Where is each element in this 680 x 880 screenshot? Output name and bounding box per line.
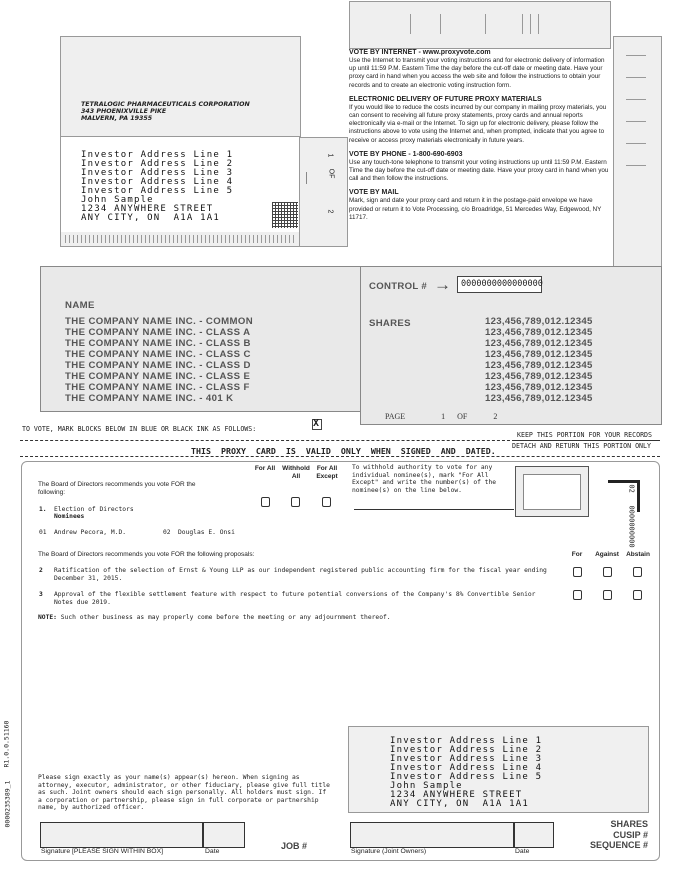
company-block bbox=[40, 266, 362, 412]
proposal2-against-checkbox[interactable] bbox=[603, 567, 612, 577]
sender-address bbox=[81, 101, 250, 122]
proposal3-for-checkbox[interactable] bbox=[573, 590, 582, 600]
item1-num: 1. bbox=[39, 506, 47, 513]
sequence-label: SEQUENCE # bbox=[589, 840, 648, 850]
edge-mark bbox=[626, 121, 646, 122]
phone-title: VOTE BY PHONE - 1-800-690-6903 bbox=[349, 150, 463, 158]
keep-portion-text: KEEP THIS PORTION FOR YOUR RECORDS bbox=[517, 431, 652, 439]
company-name: THE COMPANY NAME INC. - 401 K bbox=[65, 393, 234, 404]
proposal2-abstain-checkbox[interactable] bbox=[633, 567, 642, 577]
date-label: Date bbox=[205, 848, 220, 855]
control-number: 0000000000000000 bbox=[461, 279, 543, 289]
shares-label: SHARES bbox=[369, 318, 411, 329]
joint-signature-box[interactable] bbox=[350, 822, 514, 848]
share-amount: 123,456,789,012.12345 bbox=[485, 349, 593, 360]
mail-text: Mark, sign and date your proxy card and return it in the postage-paid envelope we have provided or return it to Vote Processing, c/o Broadridge, 51 Mercedes Way, Edgewood, NY 11717. bbox=[349, 197, 602, 221]
left-code-upper: R1.0.0.51160 bbox=[2, 720, 11, 768]
proposal2-num: 2 bbox=[39, 567, 43, 574]
bar-mark bbox=[530, 14, 531, 34]
investor-street: 1234 ANYWHERE STREET bbox=[81, 204, 214, 214]
address-line: Investor Address Line 5 bbox=[390, 772, 543, 782]
joint-date-box[interactable] bbox=[514, 822, 554, 848]
signature-box[interactable] bbox=[40, 822, 203, 848]
proposal3-text: Approval of the flexible settlement feature with respect to future potential conversions of the Company's 8% Convertible Senior Notes due 2019. bbox=[54, 591, 536, 606]
detach-line bbox=[20, 440, 515, 441]
nominee2-name: Douglas E. Onsi bbox=[178, 529, 235, 536]
item1-sub: Nominees bbox=[54, 513, 85, 520]
item1-title: Election of Directors bbox=[54, 506, 134, 513]
grid-barcode bbox=[272, 202, 298, 228]
withhold-all-checkbox[interactable] bbox=[291, 497, 300, 507]
page-of: OF bbox=[457, 412, 468, 421]
withhold-nominee-line[interactable] bbox=[354, 509, 514, 510]
header-for-all-except: For All Except bbox=[316, 465, 338, 480]
page-total: 2 bbox=[493, 412, 498, 421]
directors-recommendation-text: The Board of Directors recommends you vote FOR the following: bbox=[38, 481, 196, 496]
address-line: Investor Address Line 3 bbox=[390, 754, 543, 764]
name-label: NAME bbox=[65, 300, 95, 311]
company-name: THE COMPANY NAME INC. - CLASS B bbox=[65, 338, 251, 349]
address-line: Investor Address Line 1 bbox=[81, 150, 234, 160]
header-for: For bbox=[571, 551, 583, 558]
page-num: 1 bbox=[441, 412, 446, 421]
proposal2-text: Ratification of the selection of Ernst & Young LLP as our independent registered public accounting firm for the fiscal year ending December 31, 2015. bbox=[54, 567, 547, 582]
edge-mark bbox=[626, 143, 646, 144]
address-line: Investor Address Line 4 bbox=[81, 177, 234, 187]
proposals-recommendation: The Board of Directors recommends you vote FOR the following proposals: bbox=[38, 551, 255, 558]
shares-list bbox=[485, 316, 593, 404]
bar-mark bbox=[522, 14, 523, 34]
control-label: CONTROL # bbox=[369, 281, 427, 292]
address-line: Investor Address Line 1 bbox=[390, 736, 543, 746]
edge-mark bbox=[626, 55, 646, 56]
page-mark-bar bbox=[306, 172, 307, 184]
header-withhold-all: Withhold All bbox=[282, 465, 310, 480]
detach-text: DETACH AND RETURN THIS PORTION ONLY bbox=[512, 442, 651, 450]
note-text: Such other business as may properly come before the meeting or any adjournment thereof. bbox=[60, 614, 391, 621]
directors-recommendation bbox=[38, 481, 218, 497]
company-name: THE COMPANY NAME INC. - CLASS C bbox=[65, 349, 251, 360]
sender-city: MALVERN, PA 19355 bbox=[81, 115, 153, 122]
page-mark-one: 1 bbox=[326, 153, 334, 158]
address-line: Investor Address Line 2 bbox=[390, 745, 543, 755]
share-amount: 123,456,789,012.12345 bbox=[485, 338, 593, 349]
proposal3-against-checkbox[interactable] bbox=[603, 590, 612, 600]
company-name: THE COMPANY NAME INC. - CLASS A bbox=[65, 327, 251, 338]
for-all-except-checkbox[interactable] bbox=[322, 497, 331, 507]
corner-mark-top bbox=[608, 480, 640, 483]
share-amount: 123,456,789,012.12345 bbox=[485, 393, 593, 404]
cusip-label: CUSIP # bbox=[613, 829, 648, 840]
corner-mark-side bbox=[637, 480, 640, 512]
page-indicator bbox=[385, 412, 497, 421]
address-line: Investor Address Line 5 bbox=[81, 186, 234, 196]
nominee1-name: Andrew Pecora, M.D. bbox=[54, 529, 127, 536]
edge-mark bbox=[626, 99, 646, 100]
for-all-checkbox[interactable] bbox=[261, 497, 270, 507]
share-amount: 123,456,789,012.12345 bbox=[485, 360, 593, 371]
share-amount: 123,456,789,012.12345 bbox=[485, 371, 593, 382]
phone-text: Use any touch-tone telephone to transmit your voting instructions up until 11:59 P.M. Eastern Time the day before the cut-off date or meeting date. Have your proxy card in hand when you call and then follow the instructions. bbox=[349, 158, 609, 183]
page-marks-tab bbox=[299, 137, 348, 247]
address-line: Investor Address Line 4 bbox=[390, 763, 543, 773]
voting-instructions bbox=[349, 48, 611, 227]
shares-code-label: SHARES bbox=[610, 819, 648, 829]
internet-title: VOTE BY INTERNET - www.proxyvote.com bbox=[349, 49, 491, 56]
address-line: Investor Address Line 3 bbox=[81, 168, 234, 178]
edelivery-title: ELECTRONIC DELIVERY OF FUTURE PROXY MATERIALS bbox=[349, 95, 542, 103]
return-address-panel bbox=[348, 726, 649, 813]
address-line: Investor Address Line 2 bbox=[81, 159, 234, 169]
valid-notice: THIS PROXY CARD IS VALID ONLY WHEN SIGNED AND DATED. bbox=[191, 446, 496, 456]
company-name: THE COMPANY NAME INC. - CLASS E bbox=[65, 371, 251, 382]
job-label: JOB # bbox=[281, 841, 308, 851]
joint-date-label: Date bbox=[515, 848, 530, 855]
header-abstain: Abstain bbox=[626, 551, 650, 558]
sender-street: 343 PHOENIXVILLE PIKE bbox=[81, 108, 167, 115]
return-investor-address bbox=[390, 737, 542, 809]
proposal2-for-checkbox[interactable] bbox=[573, 567, 582, 577]
mark-example-x: X bbox=[313, 418, 320, 429]
company-name: THE COMPANY NAME INC. - CLASS D bbox=[65, 360, 251, 371]
investor-name: John Sample bbox=[81, 195, 154, 205]
bar-mark bbox=[410, 14, 411, 34]
page-mark-of: OF bbox=[327, 168, 335, 179]
mark-instruction: TO VOTE, MARK BLOCKS BELOW IN BLUE OR BLACK INK AS FOLLOWS: bbox=[22, 425, 257, 433]
signing-instructions: Please sign exactly as your name(s) appear(s) hereon. When signing as attorney, executor, administrator, or other fiduciary, please give full title as such. Joint owners should each sign personally. All holders must sign. If a corporation or partnership, please sign in full corporate or partnership name, by authorized officer. bbox=[38, 774, 330, 811]
withhold-instructions: To withhold authority to vote for any individual nominee(s), mark "For All Except" and write the number(s) of the nominee(s) on the line below. bbox=[352, 464, 497, 494]
mail-title: VOTE BY MAIL bbox=[349, 189, 399, 197]
proposal3-num: 3 bbox=[39, 591, 43, 598]
barcode-inner bbox=[523, 474, 581, 510]
arrow-icon: → bbox=[434, 275, 451, 294]
company-list bbox=[65, 316, 253, 404]
edge-mark bbox=[626, 165, 646, 166]
investor-name: John Sample bbox=[390, 781, 463, 791]
company-name: THE COMPANY NAME INC. - CLASS F bbox=[65, 382, 250, 393]
edelivery-text: If you would like to reduce the costs incurred by our company in mailing proxy materials, you can consent to receiving all future proxy statements, proxy cards and annual reports electronically via e-mail or the Internet. To sign up for electronic delivery, please follow the instructions above to vote using the Internet and, when prompted, indicate that you agree to receive or access proxy materials electronically in future years. bbox=[349, 103, 607, 144]
note-label: NOTE: bbox=[38, 614, 57, 621]
share-amount: 123,456,789,012.12345 bbox=[485, 327, 593, 338]
investor-street: 1234 ANYWHERE STREET bbox=[390, 790, 523, 800]
note bbox=[38, 614, 391, 622]
page-label: PAGE bbox=[385, 412, 406, 421]
left-code-lower: 0000235389_1 bbox=[3, 780, 12, 828]
keep-underline bbox=[513, 440, 660, 441]
ruler-marks bbox=[65, 235, 295, 243]
barcode-box bbox=[515, 466, 589, 517]
header-against: Against bbox=[595, 551, 619, 558]
bar-mark bbox=[538, 14, 539, 34]
nominee2-num: 02 bbox=[163, 529, 171, 536]
investor-address bbox=[81, 151, 233, 223]
internet-text: Use the Internet to transmit your voting instructions and for electronic delivery of information up until 11:59 P.M. Eastern Time the day before the cut-off date or meeting date. Have your proxy card in hand when you access the web site and follow the instructions to obtain your records and to create an electronic voting instruction form. bbox=[349, 57, 605, 89]
investor-city: ANY CITY, ON A1A 1A1 bbox=[81, 213, 220, 223]
investor-city: ANY CITY, ON A1A 1A1 bbox=[390, 799, 529, 809]
side-code: 02 0000000000 bbox=[627, 484, 636, 548]
company-name: THE COMPANY NAME INC. - COMMON bbox=[65, 316, 254, 327]
control-block bbox=[360, 266, 662, 425]
edge-mark bbox=[626, 77, 646, 78]
page-mark-two: 2 bbox=[326, 209, 334, 214]
mark-example-box bbox=[312, 419, 322, 430]
signature-label: Signature [PLEASE SIGN WITHIN BOX] bbox=[41, 848, 164, 855]
bar-mark bbox=[440, 14, 441, 34]
nominee1-num: 01 bbox=[39, 529, 47, 536]
barcode-strip bbox=[349, 1, 611, 49]
control-number-box bbox=[457, 276, 542, 293]
shares-cusip-block bbox=[560, 819, 648, 851]
proposal3-abstain-checkbox[interactable] bbox=[633, 590, 642, 600]
share-amount: 123,456,789,012.12345 bbox=[485, 382, 593, 393]
sender-company: TETRALOGIC PHARMACEUTICALS CORPORATION bbox=[81, 101, 250, 108]
date-box[interactable] bbox=[203, 822, 245, 848]
joint-signature-label: Signature (Joint Owners) bbox=[351, 848, 427, 855]
address-panel bbox=[60, 36, 301, 247]
share-amount: 123,456,789,012.12345 bbox=[485, 316, 593, 327]
right-edge-strip bbox=[613, 36, 662, 268]
header-for-all: For All bbox=[254, 465, 276, 472]
valid-underline bbox=[20, 456, 660, 457]
bar-mark bbox=[485, 14, 486, 34]
